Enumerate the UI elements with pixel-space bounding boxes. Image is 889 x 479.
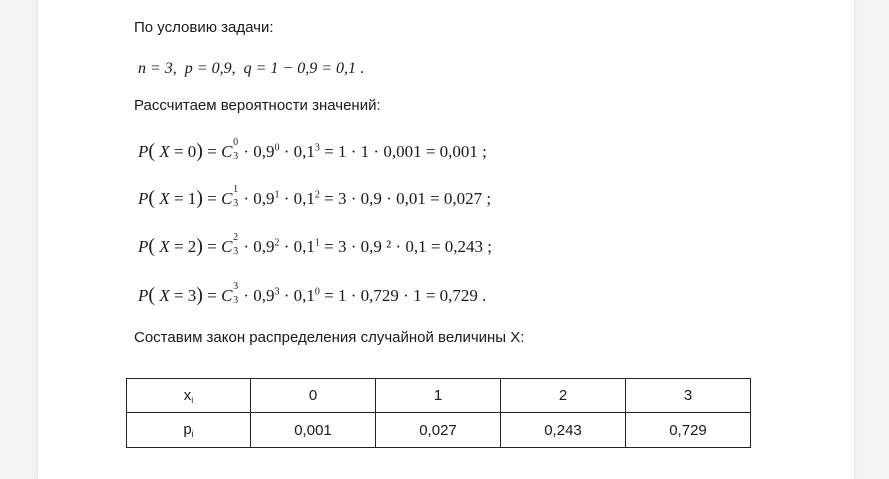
param-p: p = 0,9 [184, 60, 232, 77]
table-cell: 3 [626, 379, 751, 413]
formula-result: = 1 · 1 · 0,001 = 0,001 [324, 142, 478, 161]
power-b: 0 [314, 286, 320, 298]
table-row [127, 379, 751, 413]
power-b: 1 [314, 237, 320, 249]
binom-k: 3 [233, 281, 239, 292]
binom-k: 1 [233, 184, 239, 195]
probability-formula: P( X = 1) = C 1 3 · $0,9^1 \cdot 0,1^2 = 3 \cdot 0,9 \cdot 0,01 = 0,027$ ; [138, 184, 492, 209]
power-a: 2 [274, 237, 280, 249]
formula-result: = 1 · 0,729 · 1 = 0,729 [324, 286, 478, 305]
row-header-x: $x_i$ [127, 379, 251, 413]
param-n: n = 3 [138, 60, 173, 77]
param-q: q = 1 − 0,9 = 0,1 [243, 60, 356, 77]
formula-end: . [482, 286, 487, 305]
table-cell: 1 [376, 379, 501, 413]
table-cell: 0,001 [251, 413, 376, 448]
condition-text: По условию задачи: [134, 19, 274, 36]
table-cell: 2 [501, 379, 626, 413]
document-page [38, 0, 854, 479]
binom-k: 0 [233, 137, 239, 148]
formula-end: ; [486, 189, 492, 208]
compute-text: Рассчитаем вероятности значений: [134, 97, 381, 114]
formula-x: 3 [187, 286, 197, 305]
power-b: 2 [314, 189, 320, 201]
table-cell: 0,729 [626, 413, 751, 448]
formula-x: 1 [187, 189, 197, 208]
formula-end: ; [487, 237, 492, 256]
distribution-table [126, 378, 751, 448]
formula-end: ; [482, 142, 487, 161]
power-a: 0 [274, 142, 280, 154]
power-a: 1 [274, 189, 280, 201]
power-b: 3 [314, 142, 320, 154]
formula-result: = 3 · 0,9 · 0,01 = 0,027 [324, 189, 483, 208]
row-header-p: $p_i$ [127, 413, 251, 448]
formula-x: 0 [187, 142, 197, 161]
power-a: 3 [274, 286, 280, 298]
distribution-law-text: Составим закон распределения случайной величины X: [134, 329, 525, 346]
formula-x: 2 [187, 237, 197, 256]
parameters-formula: n = 3, p = 0,9, q = 1 − 0,9 = 0,1 . [138, 60, 364, 77]
table-cell: 0 [251, 379, 376, 413]
formula-result: = 3 · 0,9 ² · 0,1 = 0,243 [324, 237, 483, 256]
probability-formula: P( X = 0) = C 0 3 · $0,9^0 \cdot 0,1^3 = 1 \cdot 1 \cdot 0,001 = 0,001$ ; [138, 137, 487, 162]
table-row [127, 413, 751, 448]
probability-formula: P( X = 2) = C 2 3 · $0,9^2 \cdot 0,1^1 = 3 \cdot 0,9$ ² · 0,1 = 0,243 ; [138, 232, 492, 257]
table-cell: 0,027 [376, 413, 501, 448]
probability-formula: P( X = 3) = C 3 3 · $0,9^3 \cdot 0,1^0 = 1 \cdot 0,729 \cdot 1 = 0,729$ . [138, 281, 487, 306]
binom-k: 2 [233, 232, 239, 243]
table-cell: 0,243 [501, 413, 626, 448]
